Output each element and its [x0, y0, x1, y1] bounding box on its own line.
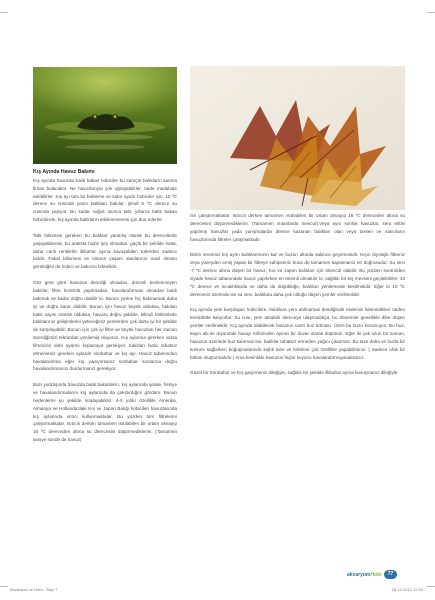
article-paragraph: Bizim önerimiz kış aymı balıklarımızın kar ve buzun altında sakince geçirmesidir. Kışın biyolojik filtreniz veya yüzeyden emiş yapan bir filtreye sahipseniz buna de tamamen kapatmanız en doğrusudur. Su ısısı -7 ºC derece altına düşen bir havuz, Koi ve Japon balıkları için ölümcül olabilir. Bu yüzden kontrolden ziyade havuz tabanındaki havuz yapılırken en önemli olmalıdır ki, sağlıklı bir kış mevsimi geçilebilirler. 10 ºC derece ve sıcaklıklarda ve daha da düşüklüğe, balıkları yemlemede kesilmelidir. Eğer ki 10 ºC derecenin üzerinde ise su ısısı, balıklara daha çok olduğu düşen yemler verilmelidir.	[190, 252, 405, 297]
frog-in-water-photo	[33, 67, 177, 164]
crop-mark	[0, 12, 8, 13]
brand-prefix: akvaryum	[347, 572, 371, 578]
autumn-leaves-photo	[190, 66, 405, 210]
page-number-badge: 77	[384, 570, 397, 579]
article-paragraph: Güzel bir Sonbahar ve Kış geçirmeniz dileğiyle, sağlıklı bir şekilde ilkbahar ayına kavuşmanız dileğiyle.	[190, 370, 399, 376]
frog-photo-graphic	[33, 67, 177, 164]
right-text-column	[190, 212, 405, 385]
footer-timestamp: 28.12.2012 12:00	[391, 587, 423, 592]
article-paragraph: Bazı yurtdışında havuzda balık bakanların, kış aylarında şelale, fıskıye ve havalandırmalarını kış aylarında da çalıştırdığını gördüm. Bunun nedenlerini şu şekilde sıralayabiliriz. 4-5 yıldır özellikle Amerika, Almanya ve Hollanda'daki Koi ve Japon Balığı hobicileri havuzlarında kış aylarında ısıtıcı kullanmaktalar. Bu yüzden tüm filtrelerini çalıştırmaktalar. Isıtıcılı derken tamamen ısıtılabilen bir ortam olmayıp 16 ºC dereceden altına su derecesini düşürmediklerini. (Tamamen saniye sünde de havuz)	[33, 382, 177, 443]
brand-suffix: Hobi	[370, 572, 382, 578]
article-paragraph: rini çalıştırmaktalar. Isıtıcılı derken tamamen ısıtılabilen bir ortam olmayıp 16 ºC dereceden altına su derecesini düşürmediklerini. (Tamamen ısıtanlarda mevcut).Veya aynı sonluk havuzlar, sera etkisi yapılmış havuzlar yada yarışmalarda derece kazanan balıkları olan veya üreten ve satıcıların havuzlarında filtreler çalışmaktadır.	[190, 213, 405, 242]
article-paragraph: Kış ayında havuzda balık bakan hobiciler bu süreçte balıkların sanma firsatı bulacaktır. Ne havuzlarıyla çok uğraşabilirler, nede madahale edebilirler. Kış ayı tam bir bekleme ve sabır ayıdır hobiciler için. 10 ºC derece su ısısında yazın balıkları bakılar, şimdi 5 ºC derece su ısısında yaşıyor. Bu kadar soğuk olunca tabi, yıllarca balık bakan hobicilerde, kış ayında balıkların etkilenmemesi için dua ederler.	[33, 177, 177, 223]
leaves-photo-graphic	[190, 66, 405, 210]
article-paragraph: Göz göre göre havuzun derinliği olmadan, düzenli beslenmeyen balıklar, filtre kontrolü yapılmadan, havalandırması olmadan balık bakmak ne kadar doğru olabilir ki. Bunun yerine hiç bakmamak daha iyi ve doğru karar olabilir. Bunun için havuz büyük olduksa, bakılan balık sayısı orantılı olduksa, havuzu doğru şekilde, bilinçli birikimlerle balıklarınız gelişimlerini yeteceğiniz yemlerden çok daha iyi bir şekilde de karşılayabilir. Bunun için çok iyi filtre ve büyük havuzları her zaman önerdiğimizi tekrardan yenilemiş oluyoruz. Kış aylarına girerken varsa filtrenizin debi ayarını kışlamaya gerekiyor, balıkları fazla rahatsız etmemeniz gereken aylardır sonbahar ve kış ayı. Havuz tabanından havalandırma eğer kış yapıyorsanız sonbahar sonlarına doğru havalandırmanızı durdurmanız gerekiyor.	[33, 280, 177, 372]
crop-mark	[427, 586, 435, 587]
article-title: Kış Ayında Havuz Bakımı	[33, 169, 95, 175]
article-paragraph: Kış ayında yeni karşılaşan hobicilere, balıklara yem atılmamalı dendiğinde nedenini bilemedikleri ünden tereddütte kalıyorlar. Su ısısı, yem atılabilir dereceye ulaşmadıkça, bu dönemde genellikle dibe düşen yemler verilmelidir. Kış ayında olabilecek havuzun üzeri buz tutması. Üzeri bu buzu korumuyor. Bu buz, kayın alti ile dışarıdaki havayı birbirinden ayıran bir duvar olarak düşünün. Eğer iki çok uzun bir zaman, havuzun üzerinde buz kalırmaz ise, balıklar rahatsız ermeden yağını çıkarmaz. Bu taze daha ve buzla bir kısmını sağlarken boğuşmalarında kışlık taze ve birbirine çok özellikle yapabilirsiniz. ( Sadece ufak bir bölüm oluşturmalıdır.) Ama kesinlikle havuzun hiçbir suyunu havalandırmayacaksanız.	[190, 307, 405, 360]
crop-mark	[0, 586, 8, 587]
article-paragraph: Tabi bilinmesi gereken bu balıklar yaratılış olarak bu derecelerde yaşayabilecek, bu aralıkta hiçbir şey olmadan, güçlü bir şekilde hatta, daha canlı renklerle ilkbahar ayına kavuşabilen türlerden sadece biridir. Fakat bilinmesi ve onların yaşam alanlarının nasıl olması gerektiğini de hobici ve bakıcısı bilmelidir.	[33, 232, 177, 270]
left-text-column	[33, 169, 177, 452]
print-footer	[0, 580, 435, 600]
magazine-brand-logo	[347, 572, 381, 578]
crop-mark	[427, 12, 435, 13]
footer-file-info: Akvaryum ve Hobi - Sayı 7	[10, 587, 58, 592]
